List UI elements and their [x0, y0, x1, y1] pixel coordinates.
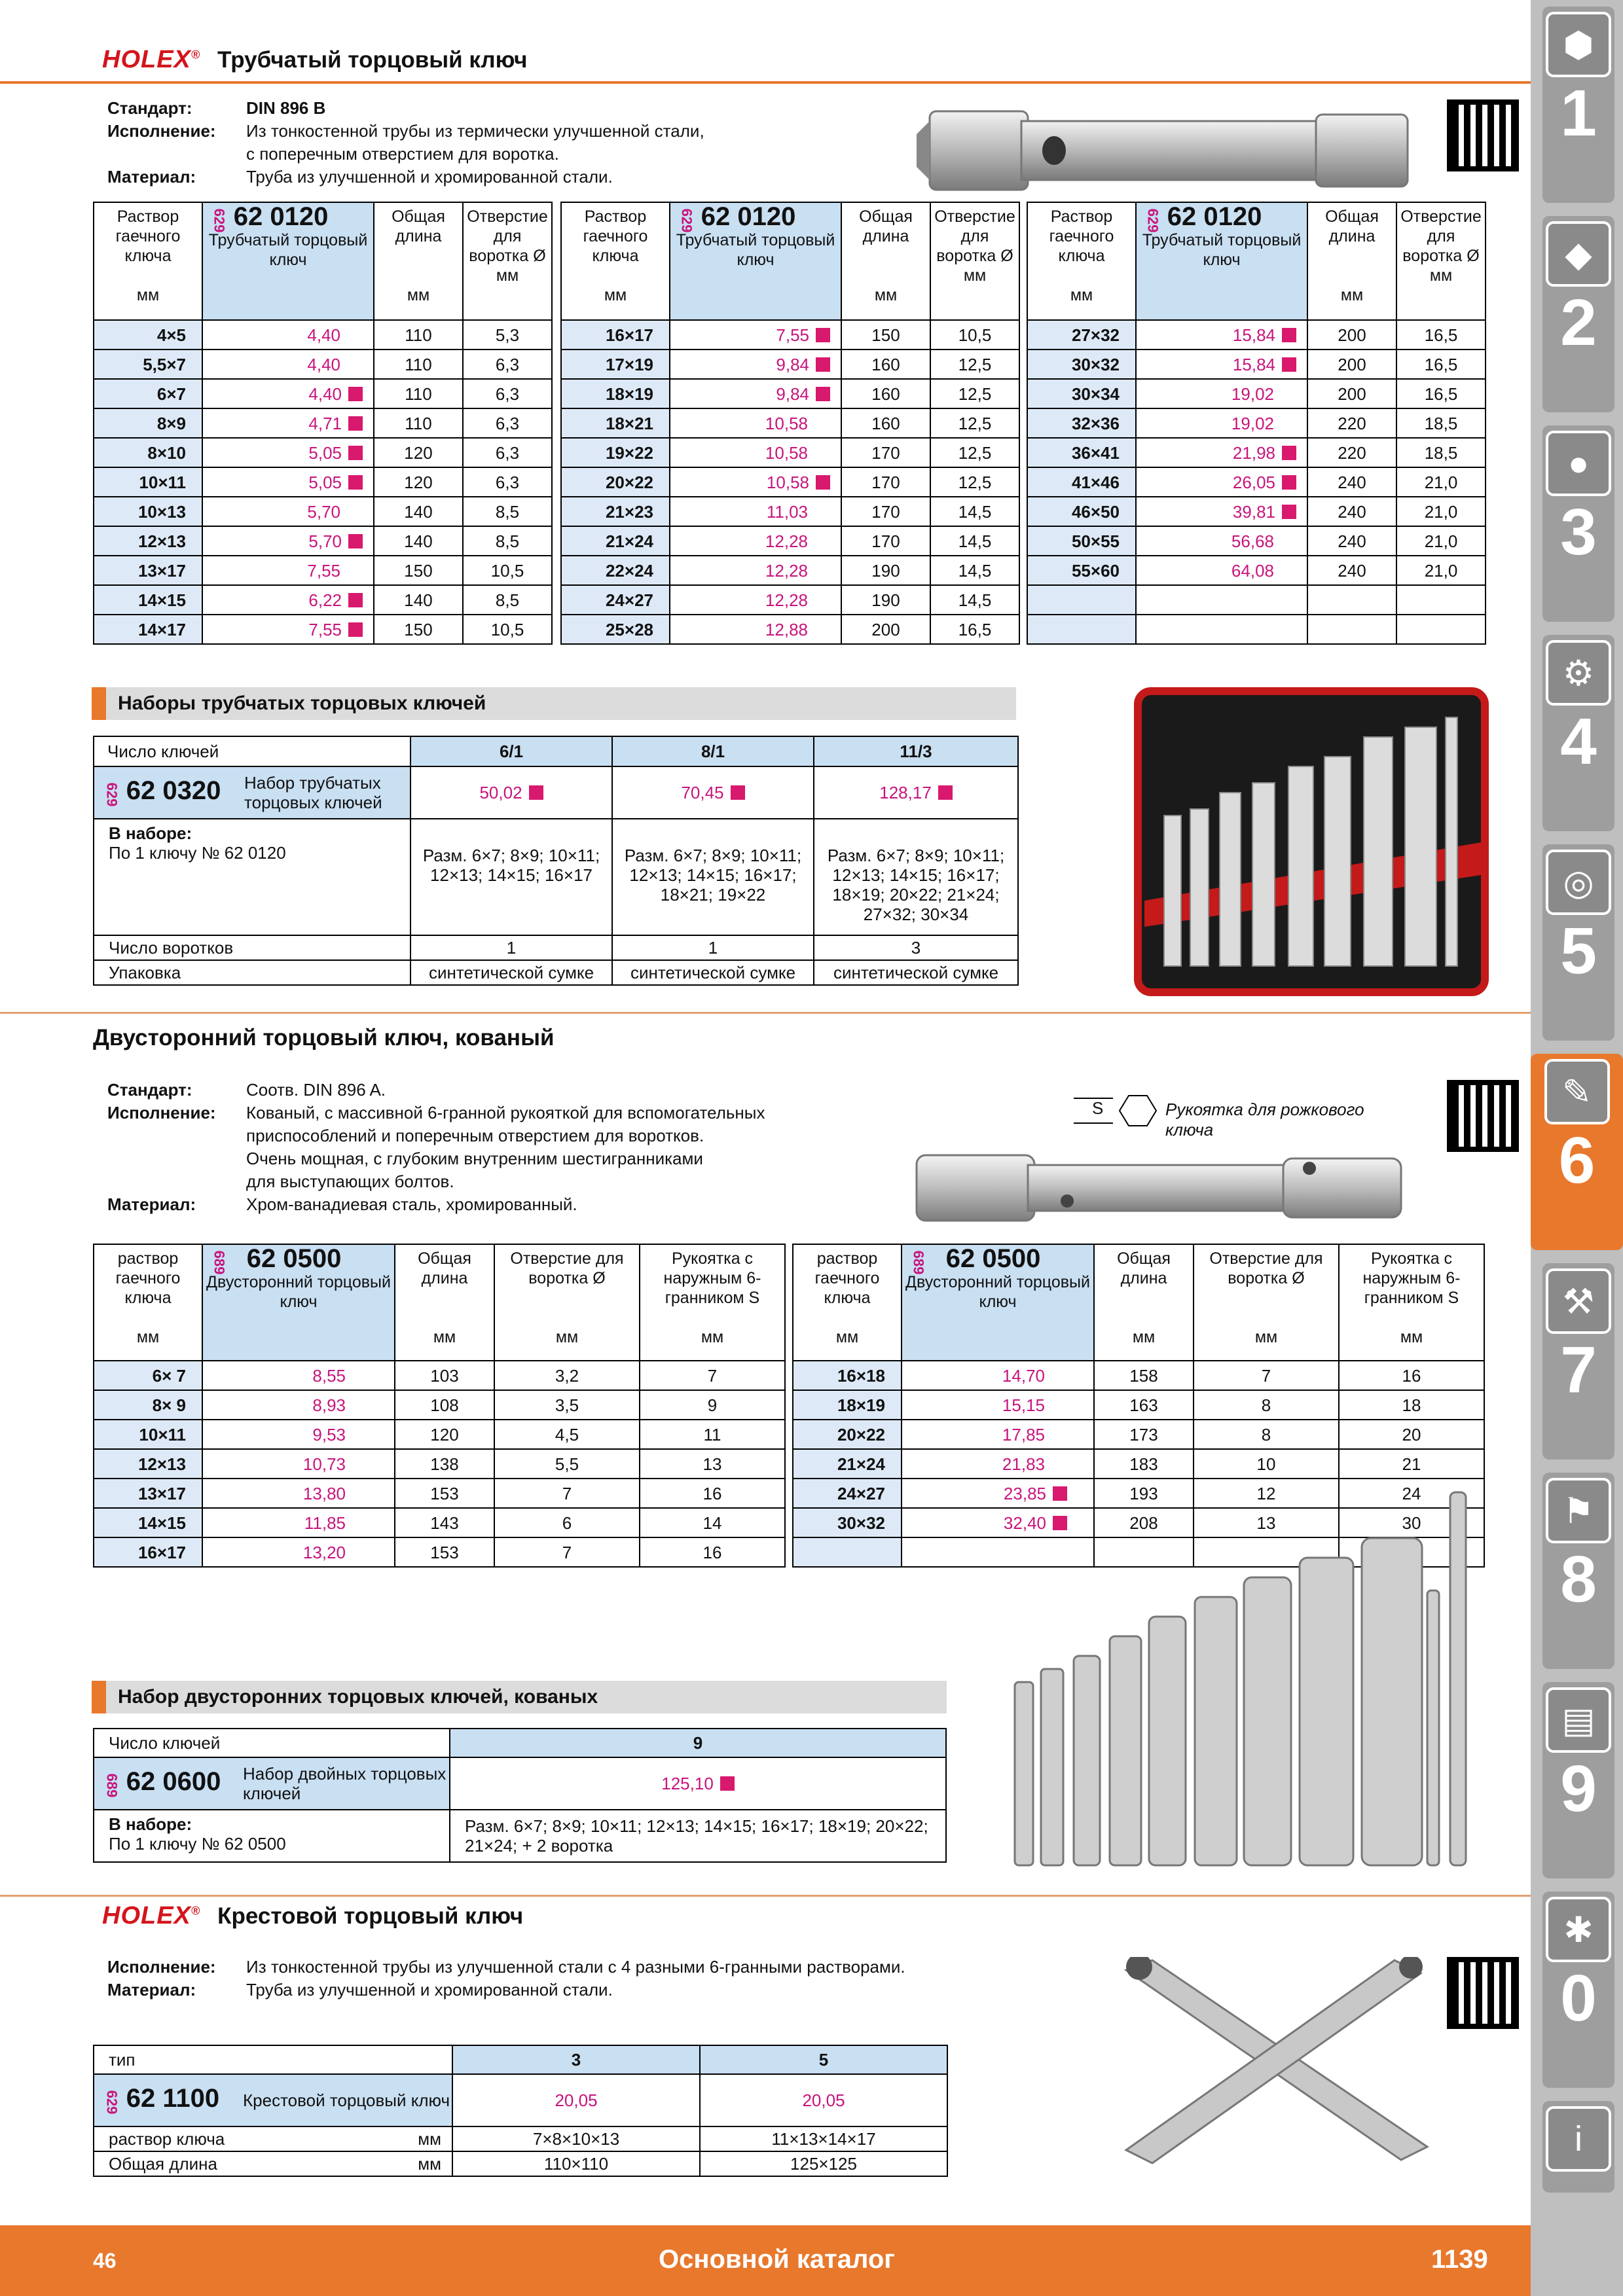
table-row: 20×22 10,58 170 12,5	[561, 467, 1019, 497]
wrench-set-pouch-image	[1131, 678, 1498, 1005]
section3-title: Двусторонний торцовый ключ, кованый	[93, 1025, 555, 1050]
table-row: 20×22 17,85 173 8 20	[793, 1420, 1484, 1449]
section3-top-rule	[0, 1012, 1531, 1014]
footer	[0, 2225, 1531, 2296]
section1-title: HOLEX® Трубчатый торцовый ключ	[102, 46, 528, 73]
table-row: 18×21 10,58 160 12,5	[561, 408, 1019, 438]
table-row	[1027, 615, 1486, 644]
table-row: 21×24 21,83 183 10 21	[793, 1449, 1484, 1479]
s3-table-1: раствор гаечного ключа мм 689 62 0500 Двусторонний торцовый ключ Общая длина мм Отверстие для воротка Ø мм Рукоятка с наружным 6-гранником S мм 6× 7 8,55 103 3,2 7 8× 9 8,93 108 3,5 9 10×11 9,53 120 4,5 11 12×13 10,73 138 5,5 13 13×17 13,80 153 7 16 14×15 11,85 143 6 14 16×17 13,20 153 7 16	[93, 1244, 786, 1568]
category-icon: ▤	[1546, 1687, 1611, 1753]
table-row: 13×17 7,55 150 10,5	[94, 556, 552, 585]
category-icon: ●	[1546, 431, 1611, 496]
tube-wrench-image	[910, 98, 1434, 196]
table-row: 8× 9 8,93 108 3,5 9	[94, 1390, 785, 1420]
table-row: 25×28 12,88 200 16,5	[561, 615, 1019, 644]
table-row: 10×13 5,70 140 8,5	[94, 497, 552, 526]
sidebar-tab-1[interactable]: ⬢ 1	[1542, 7, 1614, 203]
table-row: 14×15 11,85 143 6 14	[94, 1508, 785, 1537]
holex-logo: HOLEX®	[102, 46, 201, 73]
table-row: 12×13 10,73 138 5,5 13	[94, 1449, 785, 1479]
table-row: 21×23 11,03 170 14,5	[561, 497, 1019, 526]
table-row: 30×34 19,02 200 16,5	[1027, 379, 1486, 408]
s2-table: Число ключей 6/1 8/1 11/3 629 62 0320 Набор трубчатых торцовых ключей 50,02 70,45 128,17 В наборе: По 1 ключу № 62 0120 Разм. 6×7; 8×9; 10×11; 12×13; 14×15; 16×17 Разм. 6×7; 8×9; 10×11; 12×13; 14×15; 16×17; 18×21; 19×22 Разм. 6×7; 8×9; 10×11; 12×13; 14×15; 16×17; 18×19; 20×22; 21×24; 27×32; 30×34 Число воротков 1 1 3 Упаковка синтетической сумке синтетической сумке синтетической сумке	[93, 736, 1019, 986]
table-row: 16×17 7,55 150 10,5	[561, 320, 1019, 350]
section4-header: Набор двусторонних торцовых ключей, кованых	[92, 1681, 947, 1713]
category-icon: ⚒	[1546, 1268, 1611, 1334]
table-row: 14×17 7,55 150 10,5	[94, 615, 552, 644]
page-number-left: 46	[93, 2249, 117, 2272]
table-row: 4×5 4,40 110 5,3	[94, 320, 552, 350]
category-icon: i	[1546, 2106, 1611, 2172]
section1-specs: Стандарт: DIN 896 B Исполнение: Из тонкостенной трубы из термически улучшенной стали, с поперечным отверстием для воротка. Материал: Труба из улучшенной и хромированной стали.	[107, 98, 704, 187]
table-row: 6× 7 8,55 103 3,2 7	[94, 1361, 785, 1390]
page-number-right: 1139	[1431, 2245, 1488, 2274]
table-row: 18×19 9,84 160 12,5	[561, 379, 1019, 408]
qr-code-1	[1447, 99, 1519, 171]
sidebar-tab-i[interactable]	[1542, 2101, 1614, 2193]
table-row: 17×19 9,84 160 12,5	[561, 350, 1019, 379]
table-row: 10×11 5,05 120 6,3	[94, 467, 552, 497]
table-row: 21×24 12,28 170 14,5	[561, 526, 1019, 556]
table-row: 55×60 64,08 240 21,0	[1027, 556, 1486, 585]
section5-top-rule	[0, 1895, 1531, 1897]
category-icon: ◎	[1546, 850, 1611, 915]
table-row: 22×24 12,28 190 14,5	[561, 556, 1019, 585]
table-row: 8×10 5,05 120 6,3	[94, 438, 552, 467]
table-row: 14×15 6,22 140 8,5	[94, 585, 552, 615]
table-row: 24×27 23,85 193 12 24	[793, 1479, 1484, 1508]
section2-header: Наборы трубчатых торцовых ключей	[92, 687, 1016, 720]
s4-table: Число ключей 9 689 62 0600 Набор двойных торцовых ключей 125,10 В наборе: По 1 ключу № 62 0500 Разм. 6×7; 8×9; 10×11; 12×13; 14×15; 16×17; 18×19; 20×22; 21×24; + 2 воротка	[93, 1728, 947, 1863]
sidebar-tab-3[interactable]: ● 3	[1542, 425, 1614, 622]
footer-title: Основной каталог	[659, 2245, 895, 2274]
table-row: 32×36 19,02 220 18,5	[1027, 408, 1486, 438]
s1-table-3: Раствор гаечного ключа мм 629 62 0120 Трубчатый торцовый ключ Общая длина мм Отверстие для воротка Ø мм 27×32 15,84 200 16,5 30×32 15,84 200 16,5 30×34 19,02 200 16,5 32×36 19,02 220 18,5 36×41 21,98 220 18,5 41×46 26,05 240 21,0 46×50 39,81 240 21,0 50×55 56,68 240 21,0 55×60 64,08 240 21,0	[1027, 202, 1486, 645]
section5-specs: Исполнение: Из тонкостенной трубы из улучшенной стали с 4 разными 6-гранными растворами. Материал: Труба из улучшенной и хромированной стали.	[107, 1957, 905, 2000]
category-icon: ⚙	[1546, 640, 1611, 706]
sidebar-tab-4[interactable]: ⚙ 4	[1542, 635, 1614, 831]
section1-top-rule	[0, 81, 1531, 84]
table-row: 5,5×7 4,40 110 6,3	[94, 350, 552, 379]
table-row: 36×41 21,98 220 18,5	[1027, 438, 1486, 467]
category-icon: ✱	[1546, 1897, 1611, 1962]
table-row: 30×32 15,84 200 16,5	[1027, 350, 1486, 379]
table-row: 19×22 10,58 170 12,5	[561, 438, 1019, 467]
table-row: 27×32 15,84 200 16,5	[1027, 320, 1486, 350]
table-row: 16×18 14,70 158 7 16	[793, 1361, 1484, 1390]
section3-specs: Стандарт: Соотв. DIN 896 A. Исполнение: Кованый, с массивной 6-гранной рукояткой для вспомогательных приспособлений и поперечным отверстием для воротков. Очень мощная, с глубоким внутренним шестигранниками для выступающих болтов. Материал: Хром-ванадиевая сталь, хромированный.	[107, 1080, 765, 1214]
s1-table-2: Раствор гаечного ключа мм 629 62 0120 Трубчатый торцовый ключ Общая длина мм Отверстие для воротка Ø мм 16×17 7,55 150 10,5 17×19 9,84 160 12,5 18×19 9,84 160 12,5 18×21 10,58 160 12,5 19×22 10,58 170 12,5 20×22 10,58 170 12,5 21×23 11,03 170 14,5 21×24 12,28 170 14,5 22×24 12,28 190 14,5 24×27 12,28 190 14,5 25×28 12,88 200 16,5	[560, 202, 1020, 645]
category-icon: ◆	[1546, 221, 1611, 287]
category-icon: ⚑	[1546, 1478, 1611, 1543]
table-row: 6×7 4,40 110 6,3	[94, 379, 552, 408]
table-row: 41×46 26,05 240 21,0	[1027, 467, 1486, 497]
holex-logo-2: HOLEX®	[102, 1902, 201, 1929]
table-row: 50×55 56,68 240 21,0	[1027, 526, 1486, 556]
table-row: 12×13 5,70 140 8,5	[94, 526, 552, 556]
table-row: 30×32 32,40 208 13 30	[793, 1508, 1484, 1537]
s1-table-1: Раствор гаечного ключа мм 629 62 0120 Трубчатый торцовый ключ Общая длина мм Отверстие для воротка Ø мм 4×5 4,40 110 5,3 5,5×7 4,40 110 6,3 6×7 4,40 110 6,3 8×9 4,71 110 6,3 8×10 5,05 120 6,3 10×11 5,05 120 6,3 10×13 5,70 140 8,5 12×13 5,70 140 8,5 13×17 7,55 150 10,5 14×15 6,22 140 8,5 14×17 7,55 150 10,5	[93, 202, 553, 645]
sidebar-tab-6[interactable]: ✎ 6	[1531, 1054, 1623, 1250]
hex-handle-diagram: S Рукоятка для рожкового ключа	[1074, 1090, 1414, 1130]
section5-title: HOLEX® Крестовой торцовый ключ	[102, 1902, 524, 1929]
s3-table-2: раствор гаечного ключа мм 689 62 0500 Двусторонний торцовый ключ Общая длина мм Отверстие для воротка Ø мм Рукоятка с наружным 6-гранником S мм 16×18 14,70 158 7 16 18×19 15,15 163 8 18 20×22 17,85 173 8 20 21×24 21,83 183 10 21 24×27 23,85 193 12 24 30×32 32,40 208 13 30	[792, 1244, 1485, 1568]
s5-table: тип 3 5 629 62 1100 Крестовой торцовый ключ 20,05 20,05 раствор ключа мм 7×8×10×13 11×13×14×17 Общая длина мм 110×110 125×125	[93, 2045, 948, 2177]
table-row	[1027, 585, 1486, 615]
qr-code-3	[1447, 1957, 1519, 2029]
cross-wrench-image	[1113, 1957, 1440, 2166]
double-wrench-image	[903, 1139, 1414, 1237]
sidebar-tab-5[interactable]: ◎ 5	[1542, 844, 1614, 1041]
table-row: 16×17 13,20 153 7 16	[94, 1537, 785, 1567]
table-row: 10×11 9,53 120 4,5 11	[94, 1420, 785, 1449]
table-row: 13×17 13,80 153 7 16	[94, 1479, 785, 1508]
category-icon: ✎	[1544, 1059, 1610, 1124]
sidebar-tab-0[interactable]: ✱ 0	[1542, 1892, 1614, 2088]
table-row: 18×19 15,15 163 8 18	[793, 1390, 1484, 1420]
sidebar-tab-7[interactable]: ⚒ 7	[1542, 1263, 1614, 1460]
category-icon: ⬢	[1546, 12, 1611, 77]
qr-code-2	[1447, 1080, 1519, 1152]
table-row: 24×27 12,28 190 14,5	[561, 585, 1019, 615]
sidebar-tab-8[interactable]: ⚑ 8	[1542, 1473, 1614, 1669]
table-row: 46×50 39,81 240 21,0	[1027, 497, 1486, 526]
table-row: 8×9 4,71 110 6,3	[94, 408, 552, 438]
sidebar-tab-9[interactable]: ▤ 9	[1542, 1682, 1614, 1878]
sidebar-tab-2[interactable]: ◆ 2	[1542, 216, 1614, 412]
forged-wrench-set-image	[1008, 1473, 1493, 1878]
